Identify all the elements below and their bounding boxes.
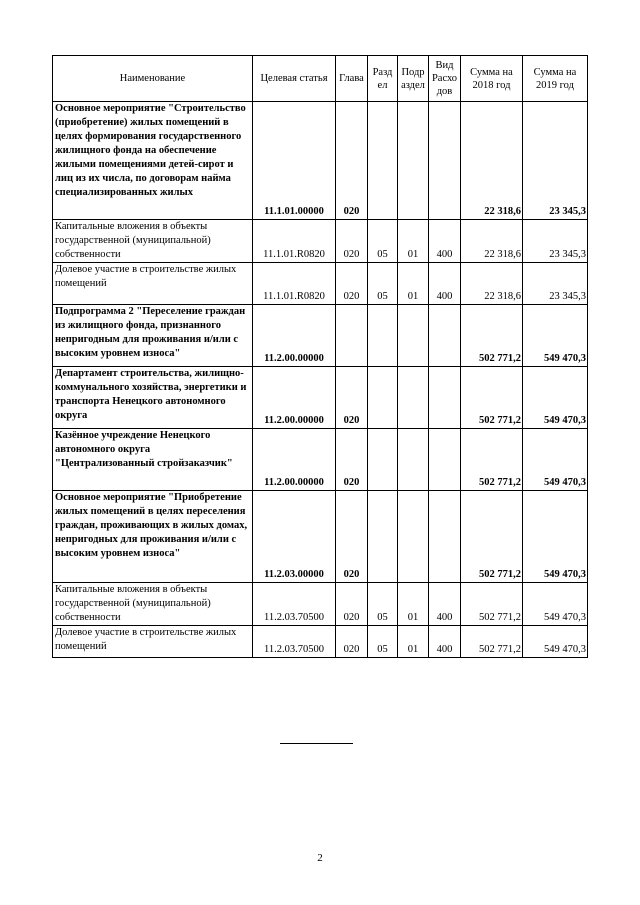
header-code: Целевая статья [253, 56, 336, 102]
table-row [53, 626, 588, 658]
cell-sum2018: 502 771,2 [461, 491, 523, 583]
cell-podrazdel: 01 [398, 220, 429, 263]
cell-sum2018: 502 771,2 [461, 583, 523, 626]
cell-sum2019: 549 470,3 [523, 583, 588, 626]
cell-code: 11.2.00.00000 [253, 367, 336, 429]
cell-vid [429, 305, 461, 367]
table-header-row [53, 56, 588, 102]
cell-podrazdel: 01 [398, 626, 429, 658]
cell-name: Подпрограмма 2 "Переселение граждан из жилищного фонда, признанного непригодным для проживания и/или с высоким уровнем износа" [53, 305, 253, 367]
cell-glava: 020 [336, 367, 368, 429]
cell-name: Казённое учреждение Ненецкого автономного округа "Централизованный стройзаказчик" [53, 429, 253, 491]
cell-podrazdel [398, 367, 429, 429]
cell-vid: 400 [429, 583, 461, 626]
cell-sum2018: 502 771,2 [461, 626, 523, 658]
cell-code: 11.2.03.70500 [253, 626, 336, 658]
cell-glava: 020 [336, 626, 368, 658]
cell-sum2018: 22 318,6 [461, 220, 523, 263]
table-row [53, 429, 588, 491]
cell-glava: 020 [336, 220, 368, 263]
table-row [53, 263, 588, 305]
cell-podrazdel [398, 305, 429, 367]
cell-razdel: 05 [368, 626, 398, 658]
cell-sum2019: 23 345,3 [523, 220, 588, 263]
cell-sum2019: 549 470,3 [523, 367, 588, 429]
cell-glava: 020 [336, 263, 368, 305]
cell-sum2018: 502 771,2 [461, 305, 523, 367]
cell-code: 11.1.01.R0820 [253, 220, 336, 263]
table-body [53, 102, 588, 658]
cell-code: 11.2.03.70500 [253, 583, 336, 626]
cell-name: Капитальные вложения в объекты государственной (муниципальной) собственности [53, 583, 253, 626]
header-podrazdel: Подр аздел [398, 56, 429, 102]
header-vid: Вид Расхо дов [429, 56, 461, 102]
cell-razdel [368, 367, 398, 429]
cell-vid: 400 [429, 263, 461, 305]
cell-name: Долевое участие в строительстве жилых помещений [53, 626, 253, 658]
cell-vid [429, 102, 461, 220]
cell-razdel [368, 102, 398, 220]
cell-name: Департамент строительства, жилищно-коммунального хозяйства, энергетики и транспорта Ненецкого автономного округа [53, 367, 253, 429]
cell-sum2018: 502 771,2 [461, 429, 523, 491]
cell-vid [429, 367, 461, 429]
cell-vid [429, 429, 461, 491]
table-row [53, 583, 588, 626]
cell-vid [429, 491, 461, 583]
header-glava: Глава [336, 56, 368, 102]
cell-razdel [368, 305, 398, 367]
cell-code: 11.2.00.00000 [253, 429, 336, 491]
table-row [53, 491, 588, 583]
cell-sum2019: 549 470,3 [523, 626, 588, 658]
cell-sum2019: 549 470,3 [523, 429, 588, 491]
cell-razdel: 05 [368, 220, 398, 263]
cell-name: Основное мероприятие "Строительство (приобретение) жилых помещений в целях формирования государственного жилищного фонда на обеспечение жилыми помещениями детей-сирот и лиц из их числа, по договорам найма специализированных жилых [53, 102, 253, 220]
header-sum-2018: Сумма на 2018 год [461, 56, 523, 102]
header-sum-2019: Сумма на 2019 год [523, 56, 588, 102]
table-row [53, 102, 588, 220]
cell-razdel [368, 429, 398, 491]
cell-razdel: 05 [368, 583, 398, 626]
cell-podrazdel [398, 102, 429, 220]
table-row [53, 367, 588, 429]
cell-sum2019: 23 345,3 [523, 263, 588, 305]
cell-glava: 020 [336, 429, 368, 491]
cell-vid: 400 [429, 220, 461, 263]
cell-podrazdel [398, 429, 429, 491]
cell-glava: 020 [336, 491, 368, 583]
cell-sum2019: 549 470,3 [523, 305, 588, 367]
cell-razdel [368, 491, 398, 583]
budget-table [52, 55, 588, 658]
page-number: 2 [317, 852, 323, 864]
cell-podrazdel: 01 [398, 263, 429, 305]
cell-code: 11.1.01.00000 [253, 102, 336, 220]
cell-podrazdel [398, 491, 429, 583]
cell-glava [336, 305, 368, 367]
cell-name: Основное мероприятие "Приобретение жилых помещений в целях переселения граждан, проживающих в жилых домах, непригодных для проживания и/или с высоким уровнем износа" [53, 491, 253, 583]
cell-podrazdel: 01 [398, 583, 429, 626]
cell-razdel: 05 [368, 263, 398, 305]
table-row [53, 220, 588, 263]
cell-code: 11.2.00.00000 [253, 305, 336, 367]
cell-name: Долевое участие в строительстве жилых помещений [53, 263, 253, 305]
cell-vid: 400 [429, 626, 461, 658]
cell-code: 11.2.03.00000 [253, 491, 336, 583]
cell-sum2019: 549 470,3 [523, 491, 588, 583]
cell-sum2018: 22 318,6 [461, 263, 523, 305]
cell-glava: 020 [336, 102, 368, 220]
cell-code: 11.1.01.R0820 [253, 263, 336, 305]
cell-sum2018: 502 771,2 [461, 367, 523, 429]
cell-glava: 020 [336, 583, 368, 626]
cell-name: Капитальные вложения в объекты государственной (муниципальной) собственности [53, 220, 253, 263]
header-razdel: Разд ел [368, 56, 398, 102]
cell-sum2019: 23 345,3 [523, 102, 588, 220]
separator-line [280, 743, 353, 744]
header-name: Наименование [53, 56, 253, 102]
table-row [53, 305, 588, 367]
cell-sum2018: 22 318,6 [461, 102, 523, 220]
